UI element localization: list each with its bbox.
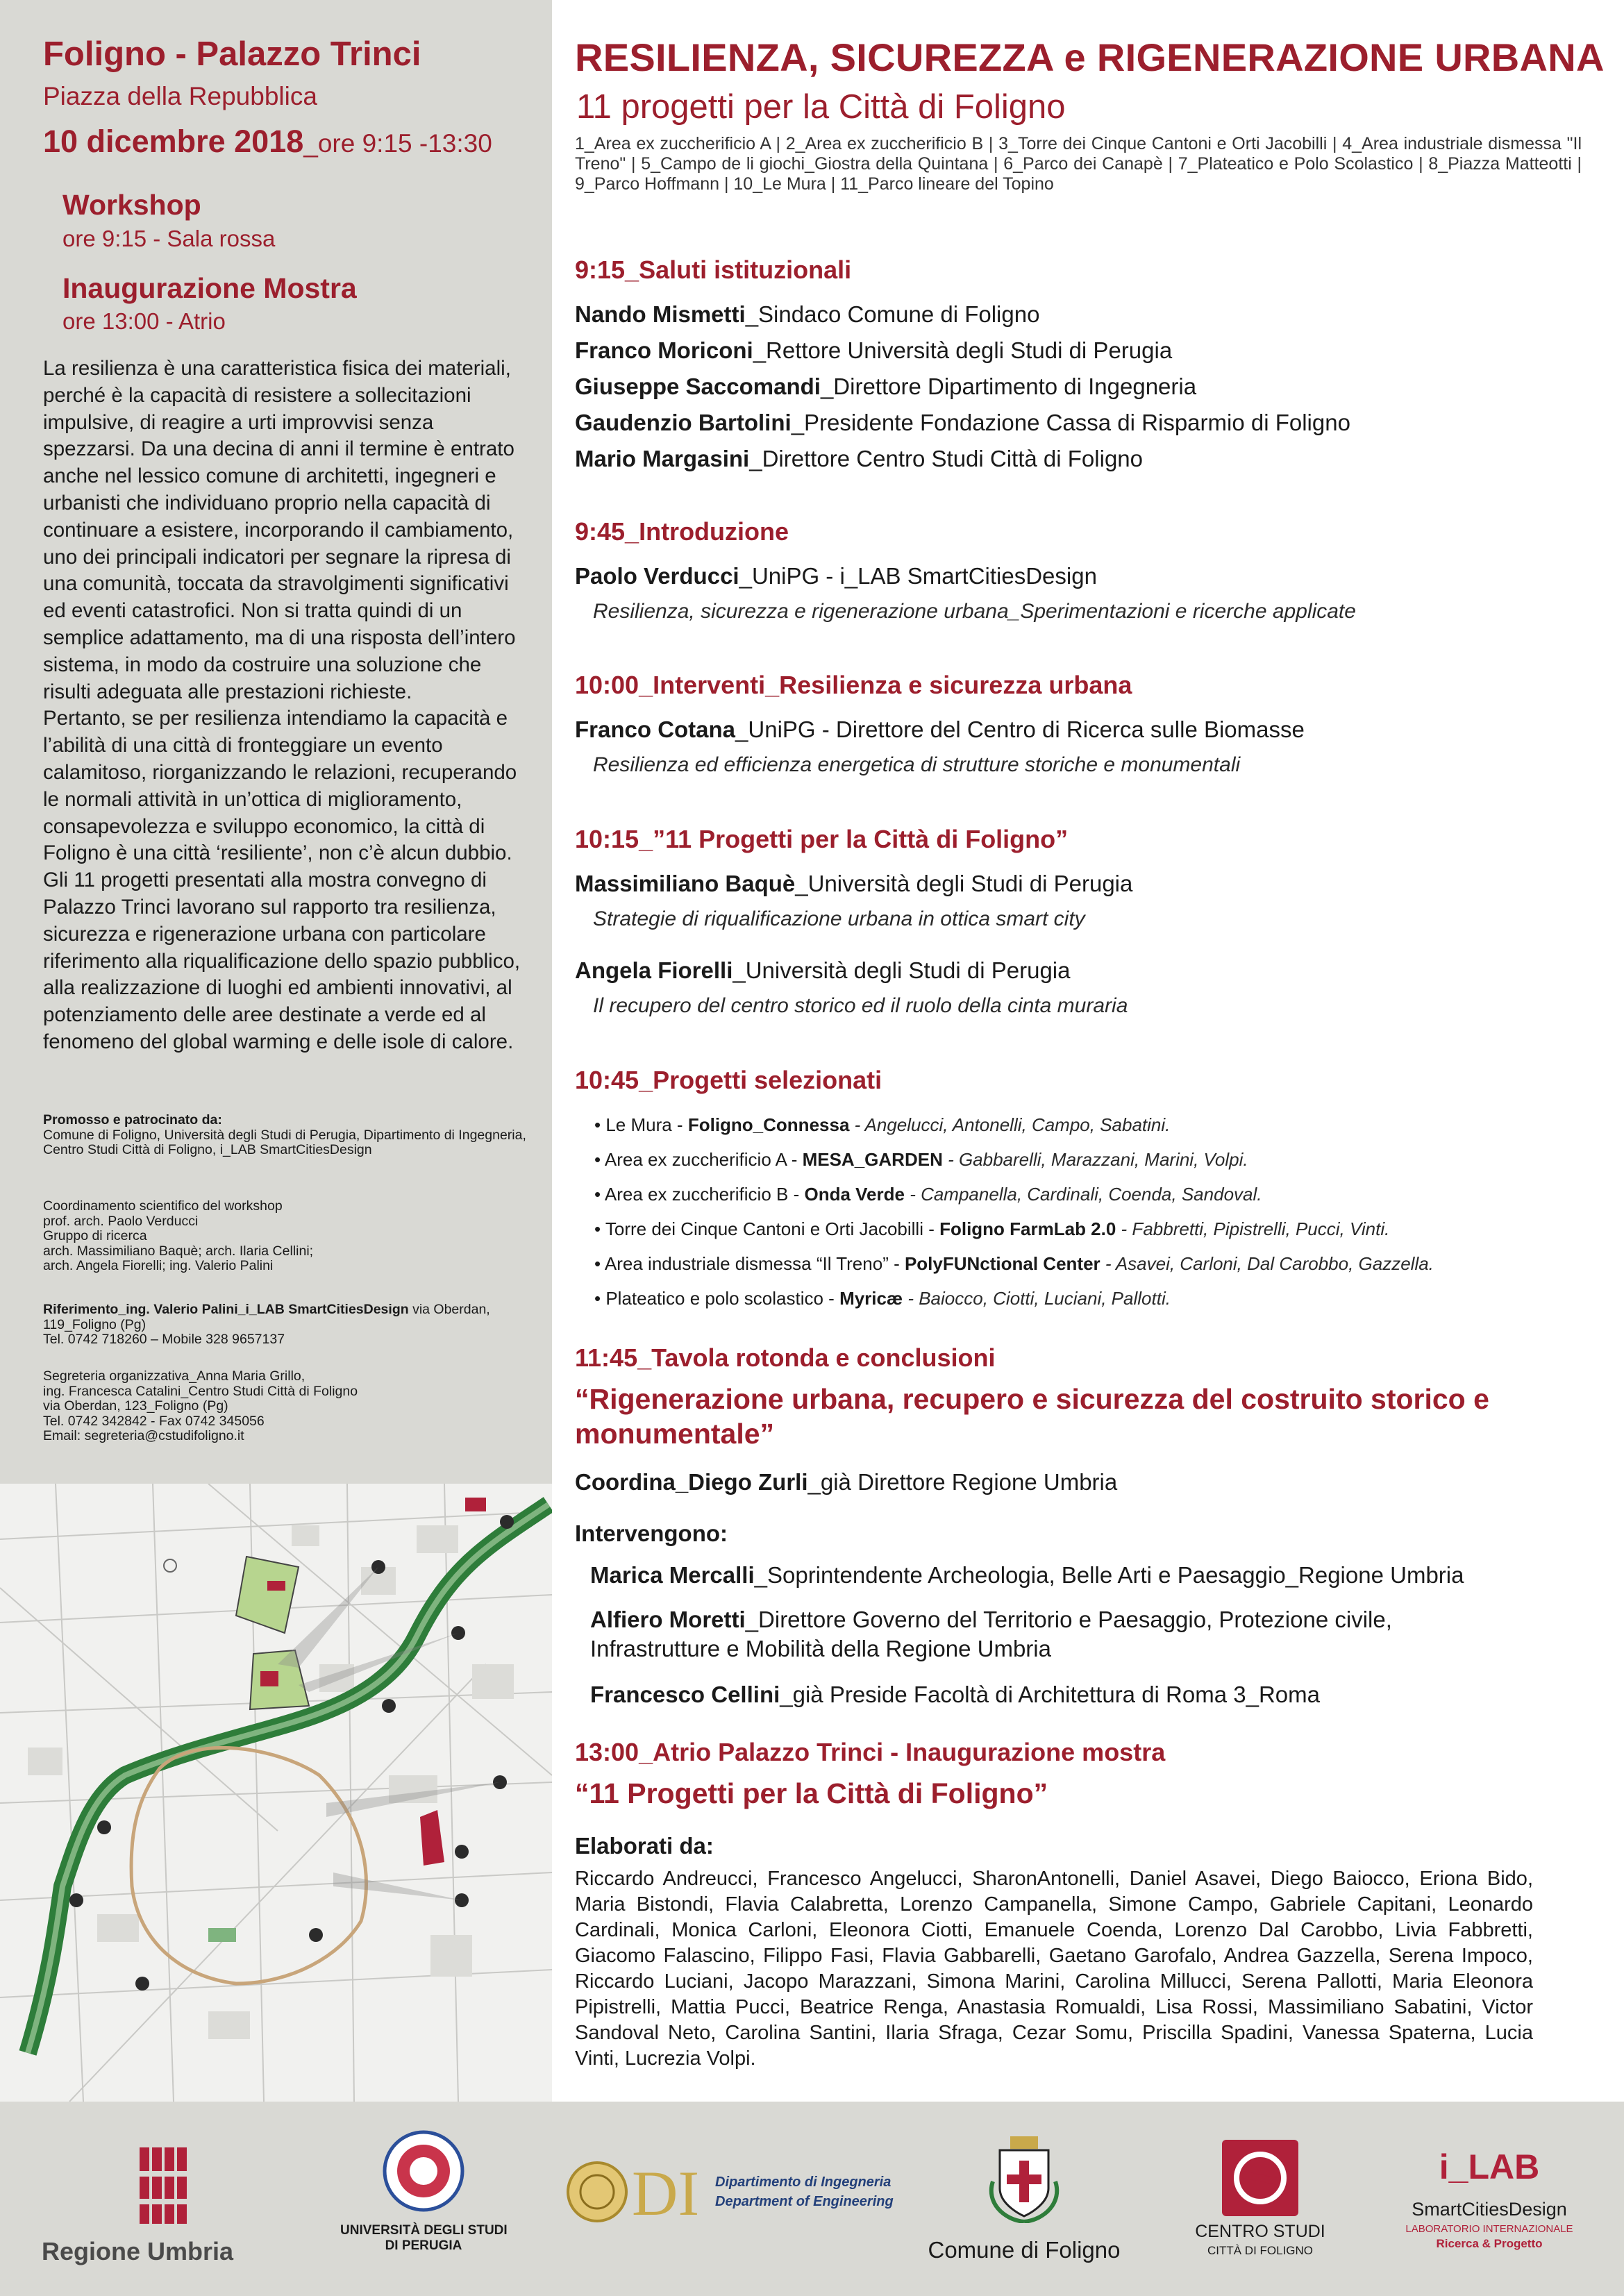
program-row: Paolo Verducci_UniPG - i_LAB SmartCitiesDesign bbox=[575, 563, 1097, 589]
left-info-panel bbox=[0, 0, 552, 1484]
centro-studi-emblem-icon bbox=[1222, 2140, 1298, 2216]
program-row: Gaudenzio Bartolini_Presidente Fondazione Cassa di Risparmio di Foligno bbox=[575, 410, 1350, 435]
program-row: Angela Fiorelli_Università degli Studi di Perugia bbox=[575, 957, 1071, 983]
promoters-label: Promosso e patrocinato da: bbox=[43, 1112, 222, 1128]
project-list: 1_Area ex zuccherificio A | 2_Area ex zuccherificio B | 3_Torre dei Cinque Cantoni e Orti Jacobilli | 4_Area industriale dismessa "Il Treno" | 5_Campo de li giochi_Giostra della Quintana | 6_Parco dei Canapè | 7_Plateatico e Polo Scolastico | 8_Piazza Matteotti | 9_Parco Hoffmann | 10_Le Mura | 11_Parco lineare del Topino bbox=[575, 134, 1582, 194]
dipartimento-label-it: Dipartimento di Ingegneria bbox=[715, 2175, 891, 2190]
secretary-line: Segreteria organizzativa_Anna Maria Grillo, bbox=[43, 1368, 305, 1384]
ilab-label: SmartCitiesDesign bbox=[1412, 2199, 1567, 2220]
centro-studi-sublabel: CITTÀ DI FOLIGNO bbox=[1207, 2244, 1314, 2257]
ilab-logo bbox=[1396, 2147, 1583, 2286]
unipg-label: UNIVERSITÀ DEGLI STUDI DI PERUGIA bbox=[340, 2223, 508, 2253]
program-row: Franco Cotana_UniPG - Direttore del Centro di Ricerca sulle Biomasse bbox=[575, 717, 1305, 742]
exhibition-title: “11 Progetti per la Città di Foligno” bbox=[575, 1777, 1048, 1809]
mostra-time: ore 13:00 - Atrio bbox=[62, 308, 226, 334]
intro-paragraph: Pertanto, se per resilienza intendiamo la capacità e l’abilità di una città di fronteggiare un evento calamitoso, riorganizzando le relazioni, recuperando le normali attività in un’ottica di miglioramento, consapevolezza e sviluppo economico, la città di Foligno è una città ‘resiliente’, non c’è alcun dubbio. bbox=[43, 707, 517, 865]
comune-foligno-label: Comune di Foligno bbox=[928, 2237, 1121, 2263]
coord-line: arch. Massimiliano Baquè; arch. Ilaria Cellini; bbox=[43, 1243, 314, 1259]
intro-paragraph: Gli 11 progetti presentati alla mostra convegno di Palazzo Trinci lavorano sul rapporto tra resilienza, sicurezza e rigenerazione urbana con particolare riferimento alla riqualificazione dello spazio pubblico, alla realizzazione di luoghi ed ambienti innovativi, al potenziamento delle aree destinate a verde ed al fenomeno del global warming e delle isole di calore. bbox=[43, 869, 521, 1053]
workshop-time: ore 9:15 - Sala rossa bbox=[62, 226, 276, 251]
section-heading: 11:45_Tavola rotonda e conclusioni bbox=[575, 1343, 996, 1372]
unipg-logo bbox=[340, 2129, 507, 2282]
comune-crest-icon bbox=[986, 2133, 1062, 2223]
section-heading: 10:15_”11 Progetti per la Città di Foligno” bbox=[575, 825, 1069, 853]
speakers-label: Intervengono: bbox=[575, 1520, 728, 1546]
authors-label: Elaborati da: bbox=[575, 1833, 714, 1859]
speaker-row: Francesco Cellini_già Preside Facoltà di Architettura di Roma 3_Roma bbox=[590, 1682, 1320, 1707]
talk-title: Strategie di riqualificazione urbana in ottica smart city bbox=[593, 907, 1085, 930]
program-row: Franco Moriconi_Rettore Università degli Studi di Perugia bbox=[575, 337, 1173, 363]
event-date: 10 dicembre 2018_ore 9:15 -13:30 bbox=[43, 124, 492, 159]
coord-line: arch. Angela Fiorelli; ing. Valerio Palini bbox=[43, 1258, 274, 1273]
project-bullet: • Le Mura - Foligno_Connessa - Angelucci, Antonelli, Campo, Sabatini. bbox=[594, 1114, 1171, 1135]
reference-name: Riferimento_ing. Valerio Palini_i_LAB SmartCitiesDesign bbox=[43, 1302, 409, 1317]
dipartimento-label-en: Department of Engineering bbox=[715, 2194, 894, 2209]
unipg-seal-icon bbox=[382, 2129, 465, 2213]
centro-studi-logo bbox=[1184, 2140, 1337, 2279]
secretary-line: ing. Francesca Catalini_Centro Studi Città di Foligno bbox=[43, 1383, 358, 1399]
promoters-text: Comune di Foligno, Università degli Studi di Perugia, Dipartimento di Ingegneria, Centro Studi Città di Foligno, i_LAB SmartCitiesDesign bbox=[43, 1127, 526, 1157]
ilab-tagline: Ricerca & Progetto bbox=[1436, 2237, 1543, 2250]
venue-square: Piazza della Repubblica bbox=[43, 82, 317, 110]
mostra-title: Inaugurazione Mostra bbox=[62, 272, 357, 304]
comune-foligno-logo bbox=[927, 2133, 1121, 2279]
ilab-sublabel: LABORATORIO INTERNAZIONALE bbox=[1405, 2223, 1573, 2235]
reference-address: via Oberdan, 119_Foligno (Pg) bbox=[43, 1302, 490, 1332]
round-table-title: “Rigenerazione urbana, recupero e sicurezza del costruito storico e monumentale” bbox=[575, 1383, 1489, 1450]
secretary-block bbox=[43, 1369, 529, 1444]
main-title: RESILIENZA, SICUREZZA e RIGENERAZIONE URBANA bbox=[575, 35, 1605, 79]
intro-text bbox=[43, 355, 522, 1056]
talk-title: Resilienza ed efficienza energetica di strutture storiche e monumentali bbox=[593, 753, 1241, 776]
city-map-drawing bbox=[0, 1484, 552, 2102]
talk-title: Il recupero del centro storico ed il ruolo della cinta muraria bbox=[593, 994, 1128, 1017]
section-heading: 10:00_Interventi_Resilienza e sicurezza urbana bbox=[575, 671, 1132, 699]
section-heading: 13:00_Atrio Palazzo Trinci - Inaugurazione mostra bbox=[575, 1738, 1166, 1766]
promoters-block bbox=[43, 1113, 529, 1158]
program-row: Nando Mismetti_Sindaco Comune di Foligno bbox=[575, 301, 1040, 327]
regione-umbria-logo bbox=[42, 2143, 278, 2268]
project-bullet: • Area ex zuccherificio A - MESA_GARDEN - Gabbarelli, Marazzani, Marini, Volpi. bbox=[594, 1149, 1248, 1170]
program-row: Massimiliano Baquè_Università degli Studi di Perugia bbox=[575, 871, 1133, 896]
centro-studi-label: CENTRO STUDI bbox=[1195, 2222, 1325, 2241]
section-heading: 9:45_Introduzione bbox=[575, 517, 789, 546]
project-bullet: • Torre dei Cinque Cantoni e Orti Jacobilli - Foligno FarmLab 2.0 - Fabbretti, Pipistrelli, Pucci, Vinti. bbox=[594, 1218, 1390, 1239]
intro-paragraph: La resilienza è una caratteristica fisica dei materiali, perché è la capacità di resistere a sollecitazioni impulsive, di reagire a urti improvvisi senza spezzarsi. Da una decina di anni il termine è entrato anche nel lessico comune di architetti, ingegneri e urbanisti che individuano proprio nella capacità di continuare a esistere, incorporando il cambiamento, uno dei principali indicatori per segnare la ripresa di una comunità, toccata da stravolgimenti significativi ed eventi catastrofici. Non si tratta quindi di un semplice adattamento, ma di una risposta dell’intero sistema, in modo da costruire una soluzione che risulti adeguata alle prestazioni richieste. bbox=[43, 357, 516, 703]
project-bullet: • Area ex zuccherificio B - Onda Verde - Campanella, Cardinali, Coenda, Sandoval. bbox=[594, 1184, 1262, 1205]
secretary-line: via Oberdan, 123_Foligno (Pg) bbox=[43, 1398, 228, 1414]
coord-line: Coordinamento scientifico del workshop bbox=[43, 1198, 283, 1214]
speaker-row: Alfiero Moretti_Direttore Governo del Territorio e Paesaggio, Protezione civile, Infrastrutture e Mobilità della Regione Umbria bbox=[590, 1607, 1392, 1661]
coord-line: prof. arch. Paolo Verducci bbox=[43, 1213, 199, 1229]
workshop-title: Workshop bbox=[62, 189, 201, 221]
program-row: Mario Margasini_Direttore Centro Studi Città di Foligno bbox=[575, 446, 1144, 471]
ilab-wordmark: i_LAB bbox=[1439, 2147, 1540, 2186]
sponsor-logo-bar bbox=[0, 2102, 1624, 2296]
authors-list: Riccardo Andreucci, Francesco Angelucci, SharonAntonelli, Daniel Asavei, Diego Baiocco, Eriona Bido, Maria Bistondi, Flavia Calabretta, Lorenzo Campanella, Simone Campo, Gabriele Capitani, Leonardo Cardinali, Monica Carloni, Eleonora Ciotti, Emanuele Coenda, Lorenzo Dal Carobbo, Livia Fabbretti, Giacomo Falascino, Filippo Fasi, Flavia Gabbarelli, Gaetano Garofalo, Andrea Gazzella, Serena Impoco, Riccardo Luciani, Jacopo Marazzani, Simona Marini, Carolina Millucci, Serena Pallotti, Maria Eleonora Pipistrelli, Mattia Pucci, Beatrice Renga, Anastasia Romualdi, Lisa Rossi, Massimiliano Sabatini, Victor Sandoval Neto, Carolina Santini, Ilaria Sfraga, Cezar Somu, Priscilla Spadini, Vanessa Spaterna, Lucia Vinti, Lucrezia Volpi. bbox=[575, 1868, 1533, 2070]
project-bullet: • Plateatico e polo scolastico - Myricæ - Baiocco, Ciotti, Luciani, Pallotti. bbox=[594, 1288, 1171, 1309]
section-heading: 9:15_Saluti istituzionali bbox=[575, 255, 852, 284]
dipartimento-seal-icon bbox=[566, 2161, 628, 2223]
program-row: Coordina_Diego Zurli_già Direttore Regione Umbria bbox=[575, 1469, 1118, 1495]
dipartimento-ingegneria-logo bbox=[566, 2158, 894, 2244]
city-map bbox=[0, 1484, 552, 2102]
coord-line: Gruppo di ricerca bbox=[43, 1228, 147, 1243]
secretary-email: Email: segreteria@cstudifoligno.it bbox=[43, 1428, 244, 1443]
program-row: Giuseppe Saccomandi_Direttore Dipartimento di Ingegneria bbox=[575, 374, 1197, 399]
reference-block bbox=[43, 1302, 529, 1348]
venue-title: Foligno - Palazzo Trinci bbox=[43, 35, 421, 73]
talk-title: Resilienza, sicurezza e rigenerazione urbana_Sperimentazioni e ricerche applicate bbox=[593, 600, 1356, 623]
regione-umbria-label: Regione Umbria bbox=[42, 2237, 234, 2265]
main-subtitle: 11 progetti per la Città di Foligno bbox=[576, 88, 1066, 126]
dipartimento-letters: DI bbox=[632, 2158, 700, 2229]
secretary-line: Tel. 0742 342842 - Fax 0742 345056 bbox=[43, 1413, 265, 1429]
regione-umbria-emblem-icon bbox=[135, 2143, 191, 2227]
speaker-row: Marica Mercalli_Soprintendente Archeologia, Belle Arti e Paesaggio_Regione Umbria bbox=[590, 1562, 1464, 1588]
project-bullet: • Area industriale dismessa “Il Treno” - PolyFUNctional Center - Asavei, Carloni, Dal Carobbo, Gazzella. bbox=[594, 1253, 1434, 1274]
reference-phone: Tel. 0742 718260 – Mobile 328 9657137 bbox=[43, 1332, 285, 1347]
coordination-block bbox=[43, 1199, 529, 1274]
section-heading: 10:45_Progetti selezionati bbox=[575, 1066, 882, 1094]
